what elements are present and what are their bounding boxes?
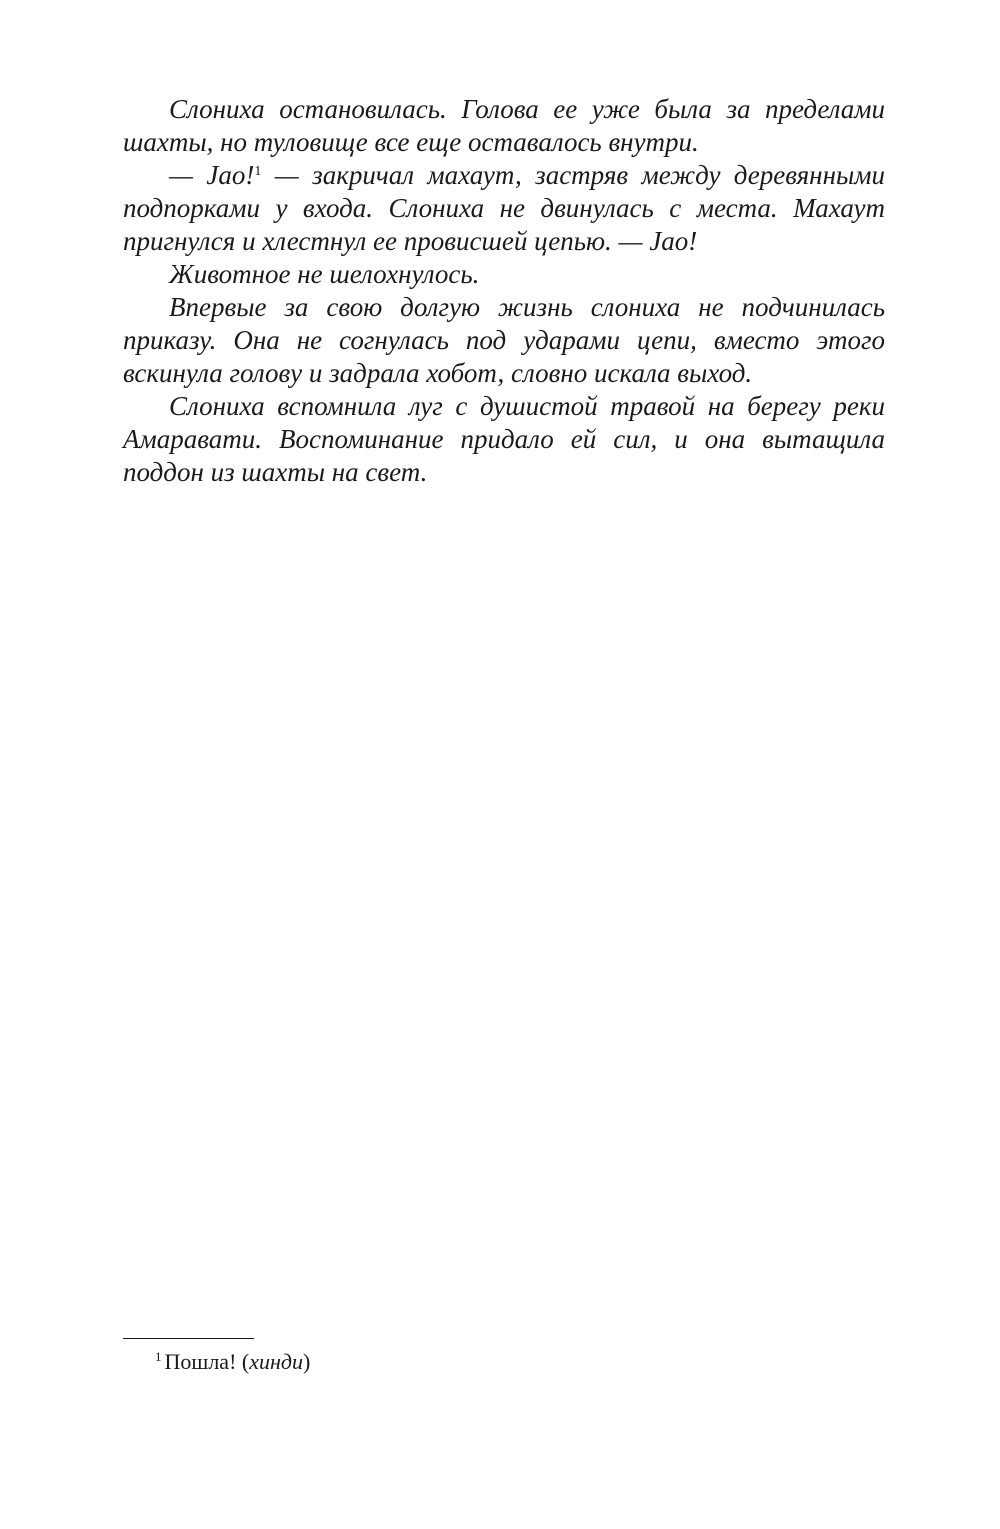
footnote-number: 1 — [155, 1349, 162, 1364]
footnote-close: ) — [303, 1349, 311, 1374]
paragraph-3: Животное не шелохнулось. — [169, 259, 480, 289]
main-text — [123, 93, 885, 489]
footnote-text: Пошла! ( — [164, 1349, 250, 1374]
footnote-language: хинди — [249, 1349, 304, 1374]
paragraph-5: Слониха вспомнила луг с душистой травой на берегу реки Амаравати. Воспоминание придало ей сил, и она вытащила поддон из шахты на свет. — [123, 391, 885, 487]
paragraph-2-end: — закричал махаут, застряв между деревянными подпорками у входа. Слониха не двинулась с места. Махаут пригнулся и хлестнул ее провисшей цепью. — Jao! — [123, 160, 885, 256]
footnote — [155, 1348, 885, 1376]
footnote-reference[interactable]: 1 — [254, 164, 262, 179]
footnote-divider — [123, 1338, 254, 1339]
paragraph-2 — [123, 159, 885, 258]
paragraph-4: Впервые за свою долгую жизнь слониха не подчинилась приказу. Она не согнулась под ударами цепи, вместо этого вскинула голову и задрала хобот, словно искала выход. — [123, 292, 885, 388]
paragraph-2-start: — Jao! — [169, 160, 255, 190]
paragraph-1: Слониха остановилась. Голова ее уже была за пределами шахты, но туловище все еще оставалось внутри. — [123, 94, 885, 157]
